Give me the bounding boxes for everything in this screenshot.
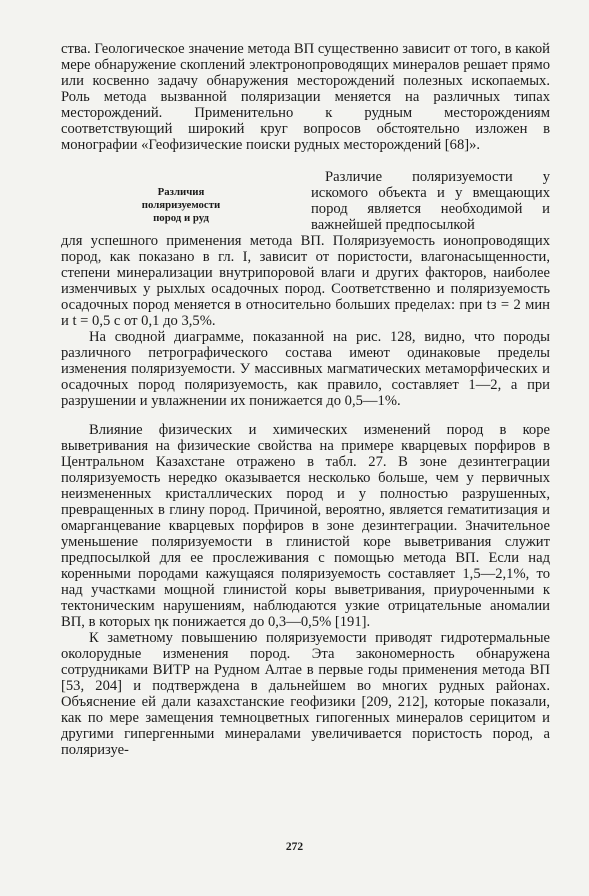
paragraph-wrap-continuation: для успешного применения метода ВП. Поляризуемость ионопроводящих пород, как показано в гл. I, зависит от пористости, влагонасыщенности, степени минерализации внутрипоровой влаги и других факторов, наиболее изменчивых у рыхлых осадочных пород. Соответственно и поляризуемость осадочных пород меняется в относительно больших пределах: при tз = 2 мин и t = 0,5 с от 0,1 до 3,5%. — [61, 233, 550, 330]
page-number: 272 — [285, 841, 304, 853]
text-block-main — [61, 233, 550, 759]
paragraph-diagram: На сводной диаграмме, показанной на рис. 128, видно, что породы различного петрографического состава имеют одинаковые пределы изменения поляризуемости. У массивных магматических метаморфических и осадочных пород поляризуемость, как правило, составляет 1—2, а при разрушении и увлажнении их понижается до 0,5—1%. — [61, 329, 550, 410]
sidebar-heading-line: Различия — [157, 186, 205, 198]
sidebar-heading-line: поляризуемости — [141, 199, 221, 211]
paragraph-wrap-start: Различие поляризуемости у искомого объекта и у вмещающих пород является необходимой и важнейшей предпосылкой — [311, 169, 550, 234]
paragraph-weathering: Влияние физических и химических изменений пород в коре выветривания на физические свойства на примере кварцевых порфиров в Центральном Казахстане отражено в табл. 27. В зоне дезинтеграции поляризуемость нередко оказывается несколько больше, чем у первичных неизмененных кристаллических пород и у полностью разрушенных, превращенных в глину пород. Причиной, вероятно, является гематитизация и омарганцевание кварцевых порфиров в зоне дезинтеграции. Значительное уменьшение поляризуемости в глинистой коре выветривания служит предпосылкой для ее прослеживания с помощью метода ВП. Если над коренными породами кажущаяся поляризуемость составляет 1,5—2,1%, то над участками мощной глинистой коры выветривания, приуроченными к тектоническим нарушениям, наблюдаются узкие отрицательные аномалии ВП, в которых ηк понижается до 0,3—0,5% [191]. — [61, 421, 550, 631]
text-block-top — [61, 41, 550, 153]
wrapped-text — [311, 169, 550, 233]
sidebar-heading-line: пород и руд — [153, 212, 209, 224]
paragraph-top: ства. Геологическое значение метода ВП существенно зависит от того, в какой мере обнаружение скоплений электронопроводящих минералов решает прямо или косвенно задачу обнаружения месторождений полезных ископаемых. Роль метода вызванной поляризации меняется на различных типах месторождений. Применительно к рудным месторождениям соответствующий широкий круг вопросов обстоятельно изложен в монографии «Геофизические поиски рудных месторождений [68]». — [61, 41, 550, 154]
sidebar-heading — [111, 186, 251, 225]
paragraph-hydrothermal: К заметному повышению поляризуемости приводят гидротермальные околорудные изменения пород. Эта закономерность обнаружена сотрудниками ВИТР на Рудном Алтае в первые годы применения метода ВП [53, 204] и подтверждена в дальнейшем во многих рудных районах. Объяснение ей дали казахстанские геофизики [209, 212], которые показали, как по мере замещения темноцветных гипогенных минералов серицитом и другими гипергенными минералами увеличивается пористость пород, а поляризуе- — [61, 630, 550, 759]
